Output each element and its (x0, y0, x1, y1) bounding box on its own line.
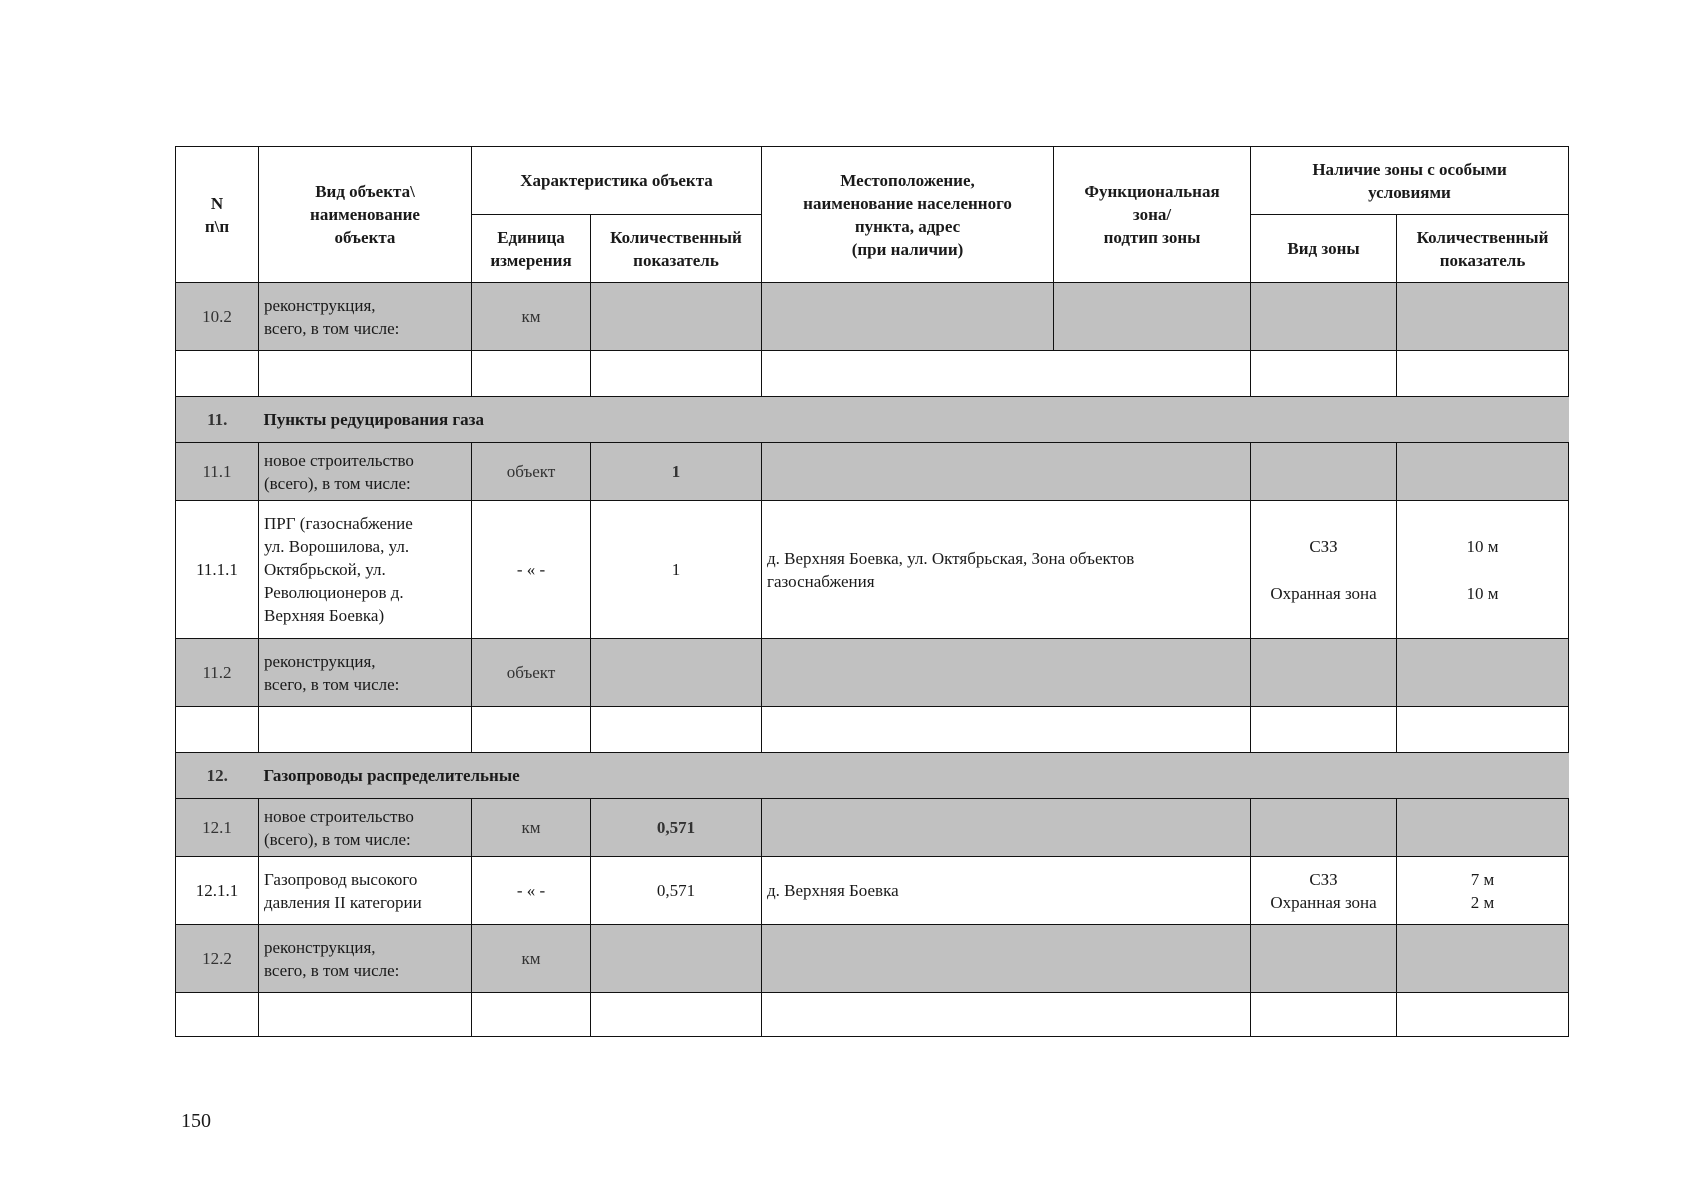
table-row (176, 925, 1569, 993)
empty-cell (591, 707, 762, 753)
row-location (762, 283, 1054, 351)
empty-cell (591, 351, 762, 397)
empty-cell (472, 993, 591, 1037)
zone-quantity-protective: 10 м (1466, 583, 1499, 603)
row-unit: объект (472, 443, 591, 501)
row-quantity: 1 (591, 443, 762, 501)
header-functional-zone: Функциональная зона/ подтип зоны (1054, 147, 1251, 283)
section-title: Пункты редуцирования газа (259, 397, 1569, 443)
zone-type-sanitary: СЗЗ (1309, 869, 1338, 889)
row-name: реконструкция, всего, в том числе: (259, 639, 472, 707)
empty-cell (472, 707, 591, 753)
row-quantity (591, 283, 762, 351)
row-unit: объект (472, 639, 591, 707)
empty-cell (176, 993, 259, 1037)
row-location (762, 925, 1251, 993)
header-unit: Единица измерения (472, 215, 591, 283)
table-row (176, 799, 1569, 857)
header-zone-quantity: Количественный показатель (1397, 215, 1569, 283)
row-quantity: 1 (591, 501, 762, 639)
empty-cell (1251, 707, 1397, 753)
empty-cell (259, 351, 472, 397)
header-characteristic: Характеристика объекта (472, 147, 762, 215)
row-zone-quantity (1397, 799, 1569, 857)
section-row (176, 397, 1569, 443)
empty-cell (176, 707, 259, 753)
section-number: 11. (176, 397, 259, 443)
empty-cell (259, 707, 472, 753)
row-location (762, 639, 1251, 707)
row-name: ПРГ (газоснабжение ул. Ворошилова, ул. Октябрьской, ул. Революционеров д. Верхняя Боевка) (259, 501, 472, 639)
row-unit: - « - (472, 501, 591, 639)
row-zone-type (1251, 925, 1397, 993)
table-row (176, 501, 1569, 639)
header-num: N п\п (176, 147, 259, 283)
row-location (762, 799, 1251, 857)
row-zone-quantity (1397, 443, 1569, 501)
empty-cell (1251, 993, 1397, 1037)
row-zone-quantity (1397, 283, 1569, 351)
row-zone-type (1251, 501, 1397, 639)
row-unit: км (472, 283, 591, 351)
row-number: 10.2 (176, 283, 259, 351)
row-quantity: 0,571 (591, 857, 762, 925)
header-object-type: Вид объекта\ наименование объекта (259, 147, 472, 283)
table-row (176, 639, 1569, 707)
row-zone-type (1251, 799, 1397, 857)
row-name: Газопровод высокого давления II категории (259, 857, 472, 925)
planned-objects-table (175, 146, 1569, 1037)
header-special-zone: Наличие зоны с особыми условиями (1251, 147, 1569, 215)
header-zone-type: Вид зоны (1251, 215, 1397, 283)
page-number: 150 (181, 1110, 211, 1132)
table-row (176, 857, 1569, 925)
row-zone-quantity (1397, 925, 1569, 993)
empty-row (176, 993, 1569, 1037)
row-zone-type (1251, 283, 1397, 351)
empty-cell (762, 993, 1251, 1037)
row-unit: - « - (472, 857, 591, 925)
row-name: новое строительство (всего), в том числе: (259, 799, 472, 857)
zone-type-protective: Охранная зона (1270, 583, 1377, 603)
row-unit: км (472, 799, 591, 857)
section-row (176, 753, 1569, 799)
zone-quantity-protective: 2 м (1470, 892, 1495, 912)
empty-cell (591, 993, 762, 1037)
empty-cell (1397, 993, 1569, 1037)
empty-row (176, 707, 1569, 753)
zone-quantity-sanitary: 7 м (1470, 869, 1495, 889)
row-zone-type (1251, 857, 1397, 925)
row-name: реконструкция, всего, в том числе: (259, 283, 472, 351)
empty-cell (762, 707, 1251, 753)
empty-cell (762, 351, 1251, 397)
row-quantity: 0,571 (591, 799, 762, 857)
row-number: 11.1 (176, 443, 259, 501)
row-zone-quantity (1397, 501, 1569, 639)
zone-type-protective: Охранная зона (1270, 892, 1377, 912)
header-location: Местоположение, наименование населенного пункта, адрес (при наличии) (762, 147, 1054, 283)
empty-cell (472, 351, 591, 397)
row-location: д. Верхняя Боевка (762, 857, 1251, 925)
section-title: Газопроводы распределительные (259, 753, 1569, 799)
row-quantity (591, 925, 762, 993)
row-number: 12.1.1 (176, 857, 259, 925)
row-quantity (591, 639, 762, 707)
row-location: д. Верхняя Боевка, ул. Октябрьская, Зона объектов газоснабжения (762, 501, 1251, 639)
table-row (176, 443, 1569, 501)
row-zone-type (1251, 639, 1397, 707)
empty-cell (176, 351, 259, 397)
row-number: 11.2 (176, 639, 259, 707)
zone-type-sanitary: СЗЗ (1309, 536, 1338, 556)
empty-cell (1251, 351, 1397, 397)
table-row (176, 283, 1569, 351)
row-number: 12.1 (176, 799, 259, 857)
empty-cell (259, 993, 472, 1037)
row-location (762, 443, 1251, 501)
zone-quantity-sanitary: 10 м (1466, 536, 1499, 556)
row-number: 11.1.1 (176, 501, 259, 639)
row-name: новое строительство (всего), в том числе: (259, 443, 472, 501)
row-zone-quantity (1397, 639, 1569, 707)
row-zone-type (1251, 443, 1397, 501)
section-number: 12. (176, 753, 259, 799)
empty-cell (1397, 351, 1569, 397)
empty-cell (1397, 707, 1569, 753)
header-quantity: Количественный показатель (591, 215, 762, 283)
row-zone-quantity (1397, 857, 1569, 925)
row-number: 12.2 (176, 925, 259, 993)
row-name: реконструкция, всего, в том числе: (259, 925, 472, 993)
row-unit: км (472, 925, 591, 993)
empty-row (176, 351, 1569, 397)
row-functional-zone (1054, 283, 1251, 351)
